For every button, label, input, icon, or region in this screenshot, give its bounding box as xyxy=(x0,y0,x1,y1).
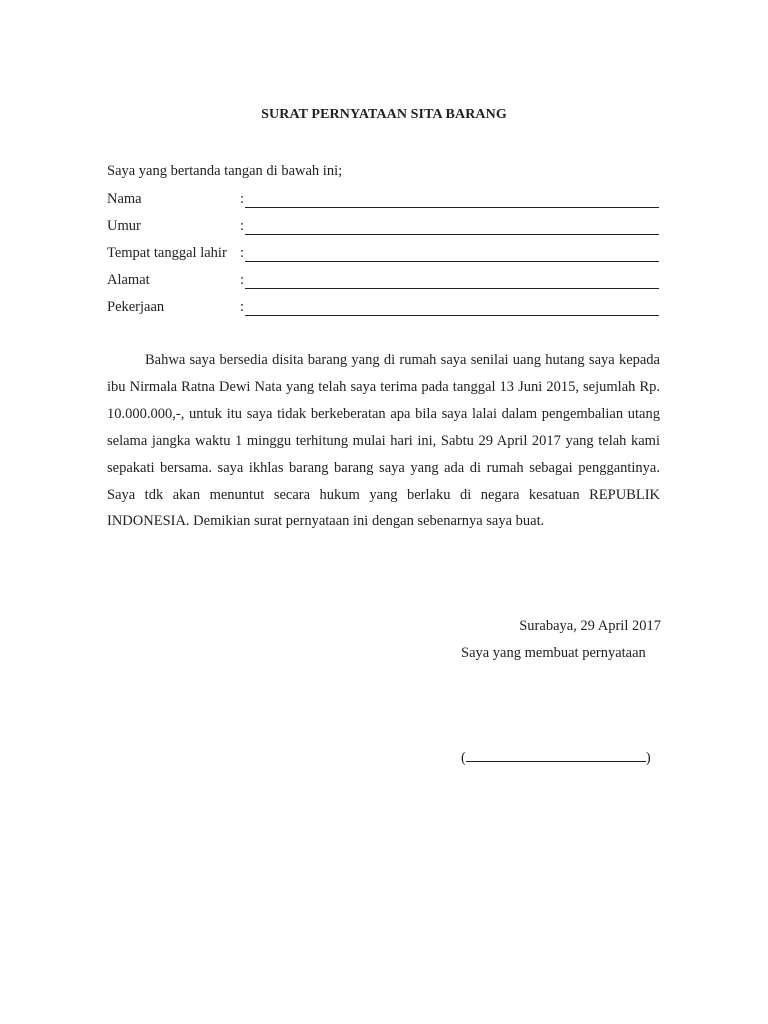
fill-in-line xyxy=(245,315,659,316)
field-nama xyxy=(107,191,667,213)
document-title: SURAT PERNYATAAN SITA BARANG xyxy=(261,107,507,122)
fill-in-line xyxy=(245,207,659,208)
field-separator: : xyxy=(240,191,245,207)
field-label: Umur xyxy=(107,218,141,234)
statement-paragraph: Bahwa saya bersedia disita barang yang di rumah saya senilai uang hutang saya kepada ibu Nirmala Ratna Dewi Nata yang telah saya terima pada tanggal 13 Juni 2015, sejumlah Rp. 10.000.000,-, untuk itu saya tidak berkeberatan apa bila saya lalai dalam pengembalian utang selama jangka waktu 1 minggu terhitung mulai hari ini, Sabtu 29 April 2017 yang telah kami sepakati bersama. saya ikhlas barang barang saya yang ada di rumah sebagai penggantinya. Saya tdk akan menuntut secara hukum yang berlaku di negara kesatuan REPUBLIK INDONESIA. Demikian surat pernyataan ini dengan sebenarnya saya buat. xyxy=(107,352,660,530)
intro-text: Saya yang bertanda tangan di bawah ini; xyxy=(107,163,343,179)
field-label: Nama xyxy=(107,191,142,207)
field-umur xyxy=(107,218,667,240)
field-pekerjaan xyxy=(107,299,667,321)
signature-open-paren: ( xyxy=(461,750,466,766)
field-alamat xyxy=(107,272,667,294)
fill-in-line xyxy=(245,261,659,262)
field-separator: : xyxy=(240,218,245,234)
field-separator: : xyxy=(240,272,245,288)
signature-block xyxy=(461,748,651,767)
fill-in-line xyxy=(245,234,659,235)
field-tempat-tanggal-lahir xyxy=(107,245,667,267)
place-date: Surabaya, 29 April 2017 xyxy=(519,618,661,634)
fill-in-line xyxy=(245,288,659,289)
field-label: Alamat xyxy=(107,272,150,288)
field-label: Tempat tanggal lahir xyxy=(107,245,227,261)
field-label: Pekerjaan xyxy=(107,299,165,315)
field-separator: : xyxy=(240,245,245,261)
signer-label: Saya yang membuat pernyataan xyxy=(461,645,646,661)
signature-line xyxy=(466,748,646,762)
field-separator: : xyxy=(240,299,245,315)
signature-close-paren: ) xyxy=(645,750,651,766)
